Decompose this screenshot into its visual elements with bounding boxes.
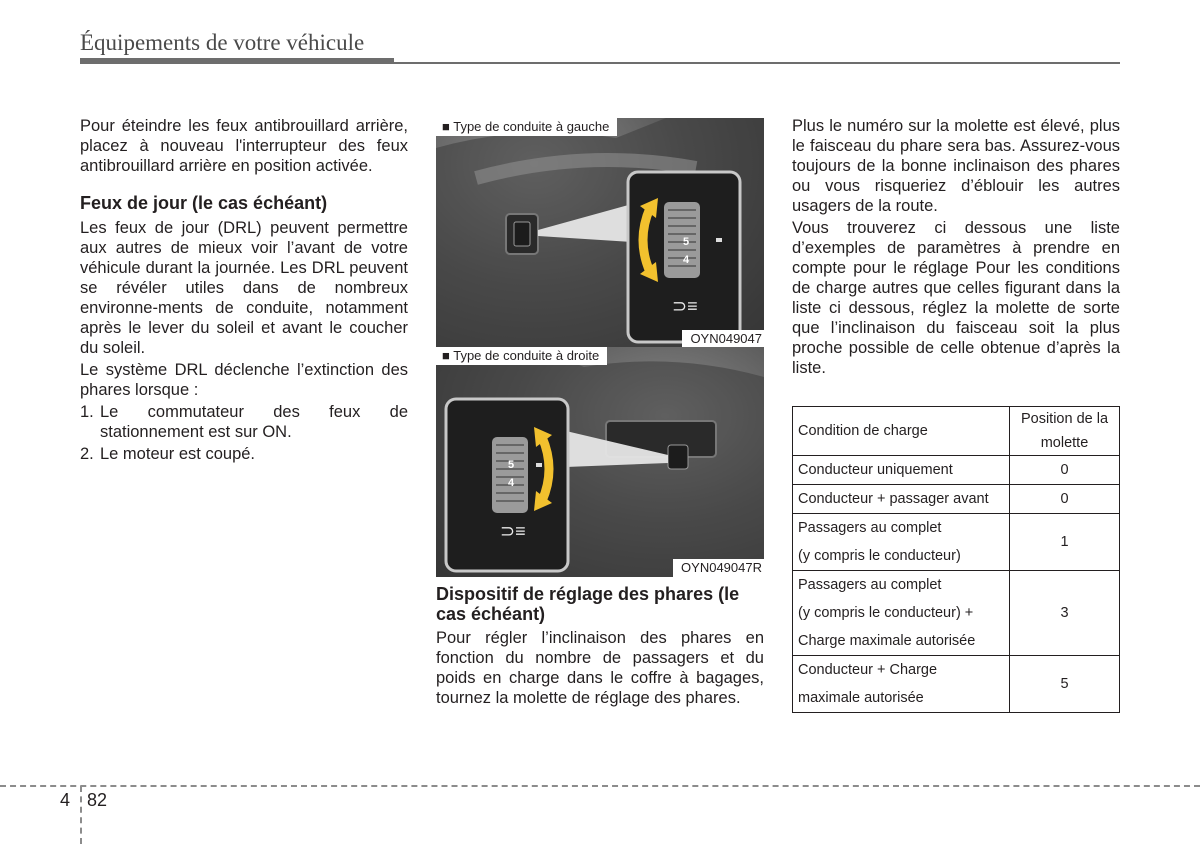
figure-right-hand-drive [436,347,764,577]
table-row [793,456,1120,485]
table-row [793,514,1120,571]
figure-code: OYN049047R [673,559,764,577]
table-row [793,656,1120,713]
cell-line: Conducteur + passager avant [798,491,989,507]
column-right [792,116,1120,378]
table-header-cell: Condition de charge [793,407,1010,456]
dial-number: 5 [683,236,690,248]
dial-number: 5 [508,459,515,471]
dial-number: 4 [508,477,515,489]
list-number: 2. [80,445,94,463]
dial-number: 4 [683,254,690,266]
chapter-number: 4 [60,790,71,810]
table-cell [793,514,1010,571]
column-middle [436,584,764,708]
headlamp-leveling-heading: Dispositif de réglage des phares (le cas échéant) [436,584,740,624]
table-header-cell: Position de la molette [1010,407,1120,456]
header-title: Équipements de votre véhicule [80,30,365,55]
table-cell-value: 3 [1010,571,1120,656]
list-text: Le commutateur des feux de stationnement est sur ON. [100,403,408,441]
footer-rule [0,785,1200,787]
list-number: 1. [80,403,94,421]
table-header-row [793,407,1120,456]
table-cell [793,485,1010,514]
cell-line: Charge maximale autorisée [798,633,976,649]
table-cell-value: 0 [1010,485,1120,514]
footer-divider [80,786,82,844]
load-condition-table [792,406,1120,713]
list-text: Le moteur est coupé. [100,445,256,463]
drl-paragraph-2: Le système DRL déclenche l’extinction des phares lorsque : [80,361,408,399]
headlamp-leveling-paragraph: Pour régler l’inclinaison des phares en fonction du nombre de passagers et du poids en charge dans le coffre à bagages, tournez la molette de réglage des phares. [436,629,764,707]
column-left [80,116,408,464]
intro-paragraph: Pour éteindre les feux antibrouillard arrière, placez à nouveau l'interrupteur des feux antibrouillard arrière en position activée. [80,117,408,175]
cell-line: (y compris le conducteur) + [798,605,974,621]
header-rule [80,58,394,64]
cell-line: Passagers au complet [798,577,942,593]
table-cell-value: 1 [1010,514,1120,571]
figure-caption: ■ Type de conduite à gauche [436,118,617,136]
table-row [793,571,1120,656]
table-row [793,485,1120,514]
table-cell [793,571,1010,656]
leveling-paragraph-1: Plus le numéro sur la molette est élevé, plus le faisceau du phare sera bas. Assurez-vous toujours de la bonne inclinaison des phares ou vous risqueriez d’éblouir les autres usagers de la route. [792,117,1120,215]
cell-line: (y compris le conducteur) [798,548,961,564]
headlamp-dial-illustration [436,347,764,577]
table-cell [793,656,1010,713]
cell-line: Conducteur + Charge [798,662,938,678]
header-rule-line [394,62,1120,64]
leveling-paragraph-2: Vous trouverez ci dessous une liste d’exemples de paramètres à prendre en compte pour le réglage Pour les conditions de charge autres que celles figurant dans la liste ci dessous, réglez la molette de sorte que l’inclinaison du faisceau soit la plus proche possible de celle obtenue d’après la liste. [792,219,1120,377]
page-number: 82 [87,790,108,810]
cell-line: Conducteur uniquement [798,462,953,478]
headlamp-leveling-icon: ⊃≡ [672,296,698,316]
drl-paragraph-1: Les feux de jour (DRL) peuvent permettre aux autres de mieux voir l’avant de votre véhicule durant la journée. Les DRL peuvent se révéler utiles dans de nombreux environne-ments de conduite, notamment après le lever du soleil et avant le coucher du soleil. [80,219,408,357]
figure-left-hand-drive [436,118,764,348]
list-item [80,402,408,442]
table-cell-value: 5 [1010,656,1120,713]
cell-line: Passagers au complet [798,520,942,536]
headlamp-dial-illustration [436,118,764,348]
drl-heading: Feux de jour (le cas échéant) [80,193,328,213]
headlamp-leveling-icon: ⊃≡ [500,521,526,541]
figure-caption: ■ Type de conduite à droite [436,347,607,365]
figure-code: OYN049047 [682,330,764,348]
table-cell-value: 0 [1010,456,1120,485]
table-cell [793,456,1010,485]
list-item [80,444,408,464]
cell-line: maximale autorisée [798,690,924,706]
